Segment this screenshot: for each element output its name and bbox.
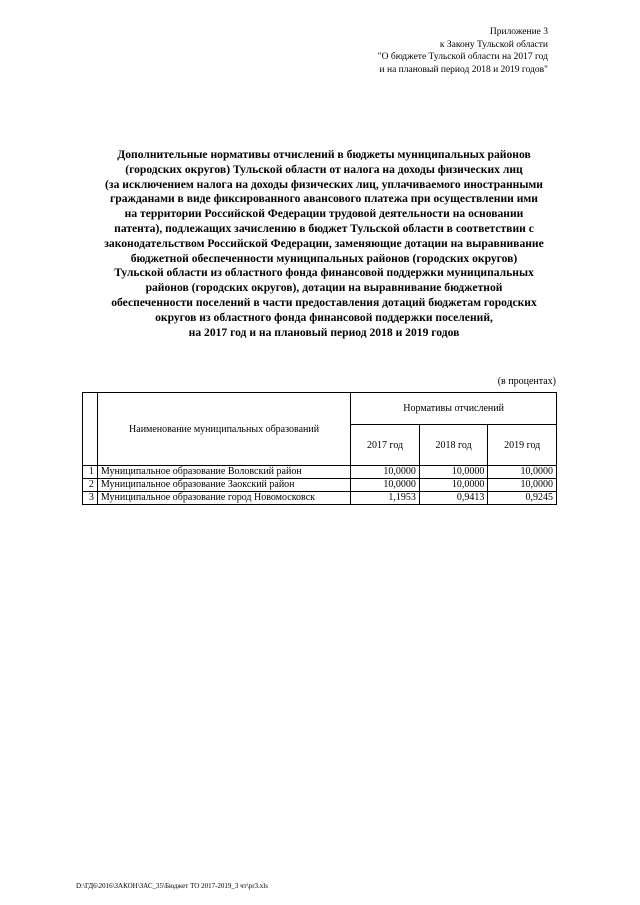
title-line: округов из областного фонда финансовой поддержки поселений, bbox=[155, 310, 493, 324]
table-row bbox=[83, 479, 557, 492]
value-2017: 1,1953 bbox=[351, 492, 420, 505]
value-2018: 10,0000 bbox=[419, 466, 488, 479]
title-line: законодательством Российской Федерации, заменяющие дотации на выравнивание bbox=[104, 236, 544, 250]
row-number: 2 bbox=[83, 479, 98, 492]
year-header-2019: 2019 год bbox=[488, 425, 557, 466]
municipality-name: Муниципальное образование город Новомосковск bbox=[97, 492, 350, 505]
value-2017: 10,0000 bbox=[351, 466, 420, 479]
name-column-header: Наименование муниципальных образований bbox=[97, 393, 350, 466]
title-line: Тульской области из областного фонда финансовой поддержки муниципальных bbox=[114, 266, 534, 280]
value-2017: 10,0000 bbox=[351, 479, 420, 492]
municipality-name: Муниципальное образование Заокский район bbox=[97, 479, 350, 492]
year-header-2017: 2017 год bbox=[351, 425, 420, 466]
row-number: 1 bbox=[83, 466, 98, 479]
title-line: (за исключением налога на доходы физических лиц, уплачиваемого иностранными bbox=[105, 177, 543, 191]
value-2018: 0,9413 bbox=[419, 492, 488, 505]
row-number: 3 bbox=[83, 492, 98, 505]
year-header-2018: 2018 год bbox=[419, 425, 488, 466]
title-line: районов (городских округов), дотации на выравнивание бюджетной bbox=[145, 281, 503, 295]
title-line: Дополнительные нормативы отчислений в бюджеты муниципальных районов bbox=[117, 148, 531, 161]
title-line: патента), подлежащих зачислению в бюджет Тульской области в соответствии с bbox=[114, 221, 534, 235]
municipality-name: Муниципальное образование Воловский район bbox=[97, 466, 350, 479]
appendix-header bbox=[378, 26, 548, 76]
appendix-line: к Закону Тульской области bbox=[439, 39, 548, 50]
document-title bbox=[60, 148, 588, 340]
table-row bbox=[83, 492, 557, 505]
number-header bbox=[83, 393, 98, 466]
normatives-group-header: Нормативы отчислений bbox=[351, 393, 557, 425]
value-2018: 10,0000 bbox=[419, 479, 488, 492]
appendix-line: Приложение 3 bbox=[489, 27, 548, 37]
value-2019: 10,0000 bbox=[488, 466, 557, 479]
value-2019: 0,9245 bbox=[488, 492, 557, 505]
appendix-line: и на плановый период 2018 и 2019 годов" bbox=[379, 64, 548, 75]
unit-note: (в процентах) bbox=[497, 376, 556, 387]
title-line: на 2017 год и на плановый период 2018 и 2019 годов bbox=[188, 325, 460, 339]
normatives-table bbox=[82, 392, 557, 505]
file-path-footer: D:\ГД6\2016\ЗАКОН\ЗАС_35\Бюджет ТО 2017-2019_3 чт\pr3.xls bbox=[76, 882, 268, 890]
title-line: обеспеченности поселений в части предоставления дотаций бюджетам городских bbox=[111, 295, 537, 309]
title-line: гражданами в виде фиксированного авансового платежа при осуществлении ими bbox=[110, 192, 538, 206]
title-line: бюджетной обеспеченности муниципальных районов (городских округов) bbox=[130, 251, 518, 265]
appendix-line: "О бюджете Тульской области на 2017 год bbox=[377, 52, 548, 62]
title-line: (городских округов) Тульской области от налога на доходы физических лиц bbox=[125, 162, 523, 176]
value-2019: 10,0000 bbox=[488, 479, 557, 492]
table-row bbox=[83, 466, 557, 479]
title-line: на территории Российской Федерации трудовой деятельности на основании bbox=[124, 207, 524, 221]
